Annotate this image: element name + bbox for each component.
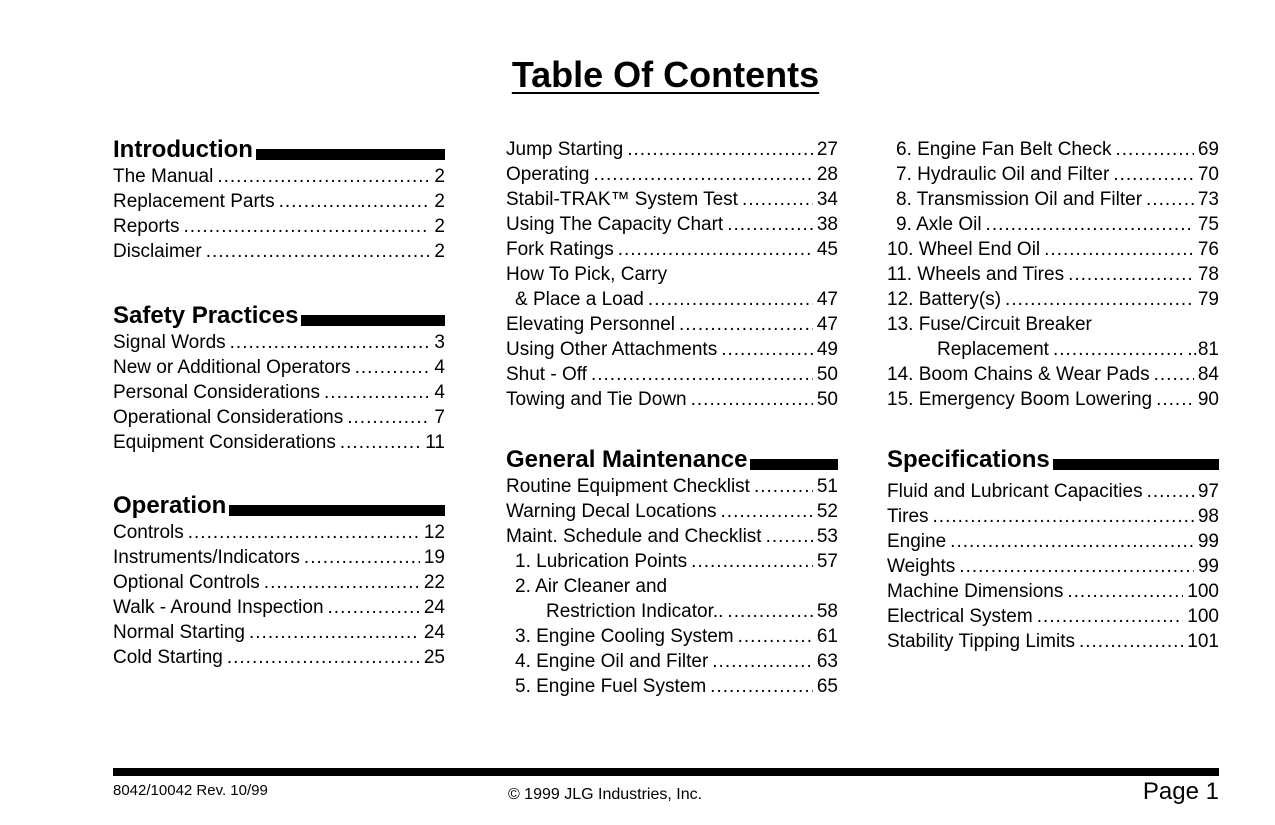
toc-entry-label: Fluid and Lubricant Capacities: [887, 481, 1143, 502]
toc-entry-page: 24: [423, 597, 445, 618]
section-introduction: [113, 134, 445, 264]
leader-dots: [1053, 337, 1183, 362]
toc-entry[interactable]: [113, 570, 445, 595]
toc-entry-label: 5. Engine Fuel System: [515, 676, 707, 697]
leader-dots: [721, 337, 813, 362]
toc-entry[interactable]: [506, 312, 838, 337]
leader-dots: [754, 474, 813, 499]
leader-dots: [679, 312, 813, 337]
toc-entry[interactable]: [506, 524, 838, 549]
heading-rule: [229, 505, 445, 516]
toc-entry-label: New or Additional Operators: [113, 357, 351, 378]
leader-dots: [304, 545, 420, 570]
toc-entry-label: Optional Controls: [113, 572, 260, 593]
toc-entry-page: 34: [816, 189, 838, 210]
toc-entry-label: Normal Starting: [113, 622, 245, 643]
leader-dots: [340, 430, 421, 455]
toc-entry-label: 7. Hydraulic Oil and Filter: [896, 164, 1110, 185]
leader-dots: [1044, 237, 1194, 262]
leader-dots: [184, 214, 431, 239]
toc-entry-page: 97: [1197, 481, 1219, 502]
toc-entry-label: Fork Ratings: [506, 239, 614, 260]
leader-dots: [279, 189, 431, 214]
toc-entry-page: 65: [816, 676, 838, 697]
toc-entry-page: 24: [423, 622, 445, 643]
page-title: Table Of Contents: [511, 54, 820, 95]
toc-entry-label: 15. Emergency Boom Lowering: [887, 389, 1153, 410]
toc-entry-label-line: 2. Air Cleaner and: [515, 576, 668, 597]
toc-entry-page: 100: [1187, 606, 1219, 627]
section-heading-label: General Maintenance: [506, 446, 748, 473]
leader-dots: [721, 499, 813, 524]
leader-dots: [227, 645, 420, 670]
toc-entry-page: 76: [1197, 239, 1219, 260]
section-safety-practices: [113, 300, 445, 455]
toc-entry[interactable]: [113, 164, 445, 189]
toc-entry-label: Operating: [506, 164, 590, 185]
toc-entry-label: Reports: [113, 216, 180, 237]
toc-entry[interactable]: [887, 554, 1219, 579]
toc-entry[interactable]: [506, 624, 838, 649]
toc-entry-label: Signal Words: [113, 332, 226, 353]
copyright: © 1999 JLG Industries, Inc.: [507, 786, 703, 803]
leader-dots: [593, 162, 812, 187]
toc-entry-label: Jump Starting: [506, 139, 624, 160]
toc-entry-page: 52: [816, 501, 838, 522]
toc-entry-page: 2: [434, 241, 445, 262]
toc-entry[interactable]: [506, 337, 838, 362]
leader-dots: [355, 355, 431, 380]
section-heading: [113, 490, 445, 520]
toc-entry-page: 19: [423, 547, 445, 568]
heading-rule: [1053, 459, 1219, 470]
toc-entry-page: 57: [816, 551, 838, 572]
toc-entry-label: 6. Engine Fan Belt Check: [896, 139, 1112, 160]
toc-entry[interactable]: [113, 380, 445, 405]
toc-entry-label: Elevating Personnel: [506, 314, 675, 335]
toc-entry-page: 2: [434, 216, 445, 237]
toc-entry-label: Cold Starting: [113, 647, 223, 668]
toc-entry[interactable]: [113, 620, 445, 645]
toc-entry-page: 98: [1197, 506, 1219, 527]
toc-entry-page: 78: [1197, 264, 1219, 285]
section-heading-label: Operation: [113, 492, 227, 519]
toc-entry-label: Warning Decal Locations: [506, 501, 717, 522]
leader-dots: [1068, 262, 1194, 287]
leader-dots: [727, 212, 813, 237]
toc-entry-page: 38: [816, 214, 838, 235]
leader-dots: [1037, 604, 1184, 629]
toc-entry-label: 11. Wheels and Tires: [887, 264, 1065, 285]
toc-entry-label: Shut - Off: [506, 364, 587, 385]
toc-entry-label: The Manual: [113, 166, 214, 187]
toc-entry-page: 63: [816, 651, 838, 672]
toc-entry-page: 28: [816, 164, 838, 185]
leader-dots: [727, 599, 812, 624]
toc-entry-page: 90: [1197, 389, 1219, 410]
toc-entry-page: 75: [1197, 214, 1219, 235]
leader-dots: [712, 649, 813, 674]
leader-dots: [328, 595, 420, 620]
leader-dots: [1079, 629, 1183, 654]
leader-dots: [217, 164, 430, 189]
toc-entry-page: 101: [1187, 631, 1219, 652]
section-heading-label: Introduction: [113, 136, 253, 163]
toc-entry-page: 3: [434, 332, 445, 353]
section-specifications: [887, 444, 1219, 654]
leader-dots: [347, 405, 430, 430]
toc-entry-label: Personal Considerations: [113, 382, 321, 403]
toc-entry[interactable]: [113, 430, 445, 455]
toc-entry-label: Maint. Schedule and Checklist: [506, 526, 762, 547]
toc-entry-label: Walk - Around Inspection: [113, 597, 324, 618]
leader-dots: [1115, 137, 1193, 162]
toc-entry-label: 10. Wheel End Oil: [887, 239, 1041, 260]
toc-entry-page: 58: [816, 601, 838, 622]
toc-entry-page: 61: [816, 626, 838, 647]
toc-entry-page: 47: [816, 289, 838, 310]
leader-dots: [1005, 287, 1194, 312]
section-heading: [113, 300, 445, 330]
leader-dots: [230, 330, 431, 355]
toc-entry-page: 11: [425, 432, 445, 453]
toc-entry[interactable]: [887, 212, 1219, 237]
toc-entry-label: Engine: [887, 531, 947, 552]
toc-entry[interactable]: [887, 187, 1219, 212]
toc-entry-page: 2: [434, 191, 445, 212]
section-operation-continued: [506, 137, 838, 412]
toc-entry-page: 49: [816, 339, 838, 360]
leader-dots: [648, 287, 813, 312]
toc-entry-page: 12: [423, 522, 445, 543]
toc-entry[interactable]: [887, 604, 1219, 629]
toc-entry-label: Machine Dimensions: [887, 581, 1064, 602]
toc-entry-label: Replacement Parts: [113, 191, 275, 212]
leader-dots: [1156, 387, 1194, 412]
section-heading: [887, 444, 1219, 474]
toc-entry-page: ..81: [1187, 339, 1219, 360]
toc-entry-label: 9. Axle Oil: [896, 214, 982, 235]
leader-dots: [691, 549, 813, 574]
toc-entry[interactable]: [506, 137, 838, 162]
toc-entry[interactable]: [506, 474, 838, 499]
leader-dots: [249, 620, 420, 645]
toc-entry[interactable]: [113, 189, 445, 214]
section-heading-label: Safety Practices: [113, 302, 299, 329]
toc-entry-label-line: How To Pick, Carry: [506, 264, 668, 285]
leader-dots: [691, 387, 813, 412]
toc-entry[interactable]: [887, 162, 1219, 187]
toc-entry[interactable]: [506, 674, 838, 699]
toc-entry[interactable]: [113, 520, 445, 545]
toc-entry-page: 27: [816, 139, 838, 160]
leader-dots: [766, 524, 813, 549]
leader-dots: [986, 212, 1194, 237]
toc-entry-label: Using Other Attachments: [506, 339, 718, 360]
toc-entry-label: 4. Engine Oil and Filter: [515, 651, 709, 672]
toc-entry[interactable]: [506, 212, 838, 237]
toc-entry-page: 7: [434, 407, 445, 428]
toc-entry-label: & Place a Load: [515, 289, 644, 310]
toc-entry[interactable]: [887, 262, 1219, 287]
leader-dots: [1154, 362, 1194, 387]
toc-entry[interactable]: [887, 137, 1219, 162]
toc-entry[interactable]: [506, 599, 838, 624]
heading-rule: [256, 149, 445, 160]
toc-entry[interactable]: [506, 649, 838, 674]
toc-entry[interactable]: [113, 355, 445, 380]
leader-dots: [738, 624, 813, 649]
leader-dots: [618, 237, 813, 262]
toc-entry[interactable]: [113, 405, 445, 430]
toc-entry[interactable]: [887, 287, 1219, 312]
toc-entry-page: 45: [816, 239, 838, 260]
section-heading: [113, 134, 445, 164]
toc-entry[interactable]: [887, 362, 1219, 387]
leader-dots: [591, 362, 813, 387]
page-number: Page 1: [1142, 778, 1219, 805]
toc-entry-page: 4: [434, 357, 445, 378]
toc-entry-page: 50: [816, 364, 838, 385]
toc-entry-label: Routine Equipment Checklist: [506, 476, 750, 497]
section-maintenance-continued: [887, 137, 1219, 412]
toc-entry[interactable]: [506, 362, 838, 387]
toc-entry-page: 84: [1197, 364, 1219, 385]
leader-dots: [264, 570, 420, 595]
toc-entry[interactable]: [887, 337, 1219, 362]
toc-entry-label: Restriction Indicator..: [546, 601, 724, 622]
leader-dots: [1147, 479, 1194, 504]
footer-rule: [113, 768, 1219, 776]
toc-entry[interactable]: [887, 504, 1219, 529]
toc-entry[interactable]: [113, 645, 445, 670]
leader-dots: [1113, 162, 1194, 187]
toc-entry-page: 4: [434, 382, 445, 403]
toc-entry-page: 51: [816, 476, 838, 497]
toc-entry-page: 69: [1197, 139, 1219, 160]
toc-entry-label: Tires: [887, 506, 929, 527]
toc-entry-page: 47: [816, 314, 838, 335]
toc-entry-page: 73: [1197, 189, 1219, 210]
leader-dots: [188, 520, 420, 545]
section-heading: [506, 444, 838, 474]
toc-entry[interactable]: [887, 387, 1219, 412]
toc-entry-page: 53: [816, 526, 838, 547]
toc-entry-label: 8. Transmission Oil and Filter: [896, 189, 1143, 210]
toc-entry-page: 25: [423, 647, 445, 668]
toc-entry-label: Operational Considerations: [113, 407, 344, 428]
toc-entry-page: 70: [1197, 164, 1219, 185]
heading-rule: [301, 315, 445, 326]
leader-dots: [933, 504, 1194, 529]
toc-entry-label: Stabil-TRAK™ System Test: [506, 189, 738, 210]
leader-dots: [1067, 579, 1183, 604]
toc-entry-label: Controls: [113, 522, 184, 543]
toc-entry-label: Disclaimer: [113, 241, 202, 262]
toc-entry-page: 100: [1187, 581, 1219, 602]
heading-rule: [750, 459, 838, 470]
toc-entry[interactable]: [506, 237, 838, 262]
toc-entry[interactable]: [113, 545, 445, 570]
toc-entry[interactable]: [506, 287, 838, 312]
toc-entry-label: Using The Capacity Chart: [506, 214, 724, 235]
toc-entry-label: Replacement: [937, 339, 1049, 360]
toc-entry[interactable]: [887, 237, 1219, 262]
leader-dots: [206, 239, 431, 264]
toc-entry[interactable]: [113, 239, 445, 264]
toc-entry-label: Weights: [887, 556, 956, 577]
leader-dots: [1146, 187, 1194, 212]
leader-dots: [627, 137, 813, 162]
toc-entry-page: 99: [1197, 556, 1219, 577]
toc-entry-label: 1. Lubrication Points: [515, 551, 688, 572]
toc-entry[interactable]: [113, 330, 445, 355]
toc-entry[interactable]: [506, 162, 838, 187]
toc-entry-label: Towing and Tie Down: [506, 389, 687, 410]
toc-entry-label: 3. Engine Cooling System: [515, 626, 734, 647]
toc-entry-page: 2: [434, 166, 445, 187]
toc-entry[interactable]: [113, 595, 445, 620]
toc-entry-page: 99: [1197, 531, 1219, 552]
toc-entry-page: 22: [423, 572, 445, 593]
section-general-maintenance: [506, 444, 838, 699]
toc-entry-label: Equipment Considerations: [113, 432, 336, 453]
toc-entry[interactable]: [113, 214, 445, 239]
toc-entry[interactable]: [887, 529, 1219, 554]
toc-entry[interactable]: [887, 629, 1219, 654]
toc-entry[interactable]: [506, 387, 838, 412]
toc-entry[interactable]: [506, 187, 838, 212]
leader-dots: [324, 380, 430, 405]
toc-entry-label: 14. Boom Chains & Wear Pads: [887, 364, 1150, 385]
toc-entry[interactable]: [887, 479, 1219, 504]
toc-entry-label: Instruments/Indicators: [113, 547, 300, 568]
toc-entry-label: Electrical System: [887, 606, 1033, 627]
leader-dots: [959, 554, 1194, 579]
toc-entry-label: Stability Tipping Limits: [887, 631, 1075, 652]
toc-entry[interactable]: [506, 499, 838, 524]
toc-entry-label-line: 13. Fuse/Circuit Breaker: [887, 314, 1092, 335]
leader-dots: [710, 674, 813, 699]
toc-entry-page: 79: [1197, 289, 1219, 310]
toc-entry[interactable]: [506, 549, 838, 574]
section-heading-label: Specifications: [887, 446, 1050, 473]
toc-entry-page: 50: [816, 389, 838, 410]
leader-dots: [742, 187, 813, 212]
document-number: 8042/10042 Rev. 10/99: [113, 782, 268, 799]
toc-entry-label: 12. Battery(s): [887, 289, 1002, 310]
section-operation: [113, 490, 445, 670]
leader-dots: [950, 529, 1194, 554]
toc-entry[interactable]: [887, 579, 1219, 604]
